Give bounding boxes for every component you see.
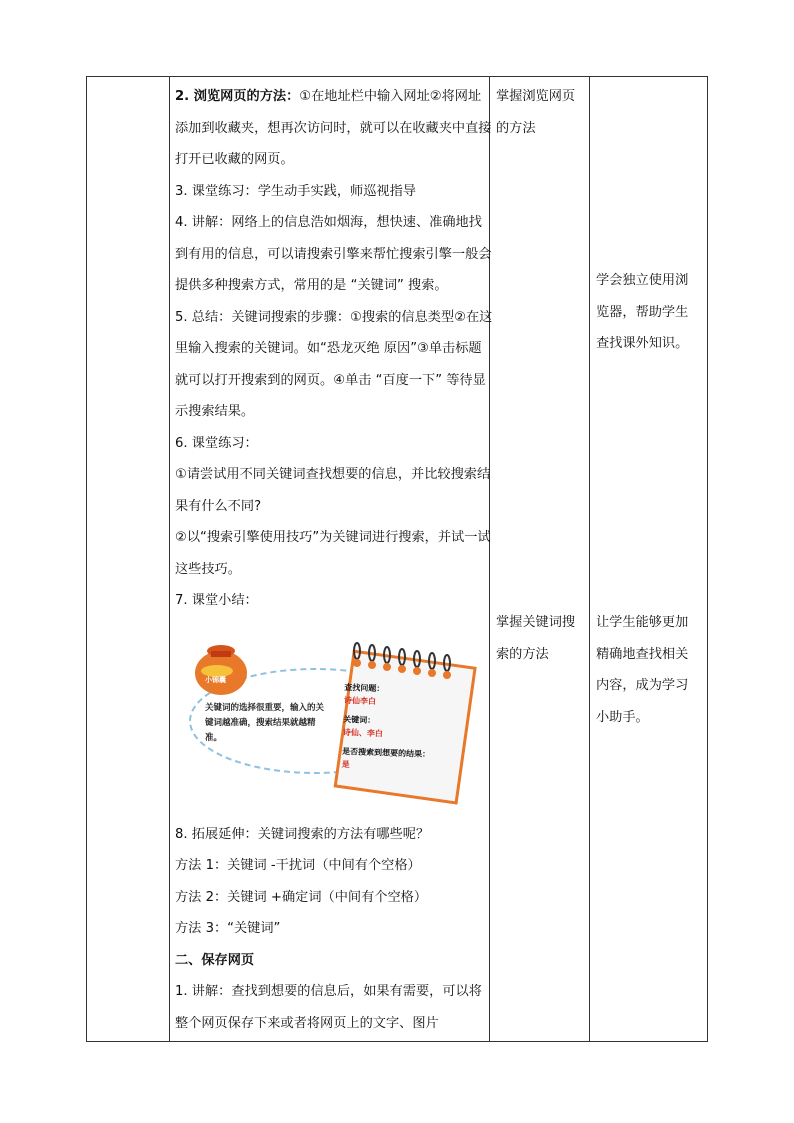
paragraph-heading: 2. 浏览网页的方法： <box>175 89 300 104</box>
content-column <box>175 81 493 1039</box>
paragraph <box>175 913 493 945</box>
note-cell-1 <box>596 265 699 360</box>
summary-figure <box>175 621 481 811</box>
paragraph <box>175 81 493 176</box>
question-label: 查找问题： <box>344 682 385 693</box>
paragraph-text: 7. 课堂小结： <box>175 593 258 608</box>
paragraph <box>175 585 493 617</box>
lucky-bag-badge: 小锦囊 <box>205 675 226 684</box>
paragraph <box>175 882 493 914</box>
result-label: 是否搜索到想要的结果： <box>341 746 431 759</box>
column-divider <box>589 77 590 1041</box>
paragraph-heading: 二、保存网页 <box>175 952 255 968</box>
lesson-table <box>86 76 708 1042</box>
paragraph <box>175 850 493 882</box>
paragraph <box>175 945 493 977</box>
question-value: 诗仙李白 <box>343 695 377 706</box>
paragraph <box>175 302 493 428</box>
keyword-label: 关键词： <box>343 714 376 725</box>
paragraph-text: ①请尝试用不同关键词查找想要的信息，并比较搜索结果有什么不同? <box>175 467 491 514</box>
aim-text: 掌握浏览网页的方法 <box>496 89 576 136</box>
paragraph <box>175 428 493 460</box>
result-value: 是 <box>341 759 350 769</box>
paragraph-text: 5. 总结：关键词搜索的步骤：①搜索的信息类型②在这里输入搜索的关键词。如“恐龙灭绝 原因”③单击标题就可以打开搜索到的网页。④单击 “百度一下” 等待显示搜索结果。 <box>175 309 493 419</box>
paragraph <box>175 176 493 208</box>
paragraph-text: 方法 3：“关键词” <box>175 921 281 936</box>
paragraph-text: 4. 讲解：网络上的信息浩如烟海，想快速、准确地找到有用的信息，可以请搜索引擎来帮忙搜索引擎一般会提供多种搜索方式，常用的是 “关键词” 搜索。 <box>175 215 492 293</box>
keyword-value: 诗仙、李白 <box>342 727 383 738</box>
notepad-content <box>341 680 464 774</box>
paragraph <box>175 207 493 302</box>
paragraph-text: 1. 讲解：查找到想要的信息后，如果有需要，可以将整个网页保存下来或者将网页上的文字、图片 <box>175 984 482 1031</box>
aim-cell-1 <box>496 81 586 144</box>
paragraph-text: ②以“搜索引擎使用技巧”为关键词进行搜索，并试一试这些技巧。 <box>175 530 491 577</box>
column-divider <box>169 77 170 1041</box>
paragraph <box>175 522 493 585</box>
paragraph-text: 8. 拓展延伸：关键词搜索的方法有哪些呢？ <box>175 826 430 842</box>
note-text: 让学生能够更加精确地查找相关内容，成为学习小助手。 <box>596 615 689 725</box>
paragraph-text: 方法 2：关键词 +确定词（中间有个空格） <box>175 889 428 905</box>
paragraph-text: 方法 1：关键词 -干扰词（中间有个空格） <box>175 858 421 873</box>
note-text: 学会独立使用浏览器，帮助学生查找课外知识。 <box>596 273 689 351</box>
paragraph <box>175 459 493 522</box>
paragraph-text: 3. 课堂练习：学生动手实践，师巡视指导 <box>175 183 416 199</box>
paragraph <box>175 976 493 1039</box>
tip-bubble-text: 关键词的选择很重要，输入的关键词越准确，搜索结果就越精准。 <box>205 702 325 743</box>
aim-cell-2 <box>496 607 586 670</box>
paragraph <box>175 819 493 851</box>
paragraph-text: ①在地址栏中输入网址②将网址添加到收藏夹，想再次访问时，就可以在收藏夹中直接打开已收藏的网页。 <box>175 89 492 167</box>
paragraph-text: 6. 课堂练习： <box>175 435 258 451</box>
aim-text: 掌握关键词搜索的方法 <box>496 615 576 662</box>
note-cell-2 <box>596 607 699 733</box>
